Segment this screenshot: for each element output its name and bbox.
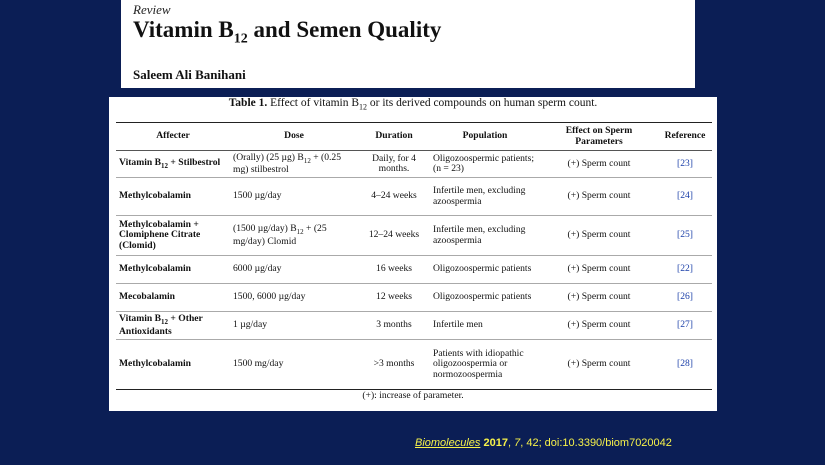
cell-population: Oligozoospermic patients; (n = 23) xyxy=(430,151,540,178)
cell-effect: (+) Sperm count xyxy=(540,178,658,216)
cell-population: Oligozoospermic patients xyxy=(430,256,540,284)
cell-duration: >3 months xyxy=(358,340,430,390)
article-type-label: Review xyxy=(133,2,171,17)
cell-affecter: Vitamin $B_{12}$ + Other Antioxidants xyxy=(116,312,230,340)
article-author: Saleem Ali Banihani xyxy=(133,67,246,82)
table-row xyxy=(116,216,712,256)
cell-duration: 3 months xyxy=(358,312,430,340)
cell-affecter: Methylcobalamin xyxy=(116,340,230,390)
cell-effect: (+) Sperm count xyxy=(540,151,658,178)
cell-dose: (1500 µg/day) $B_{12} + (25$ mg/day) Clomid xyxy=(230,216,358,256)
cell-population: Infertile men xyxy=(430,312,540,340)
cell-effect: (+) Sperm count xyxy=(540,312,658,340)
article-title: Vitamin $B_{12}$ and Semen Quality xyxy=(133,17,442,47)
cell-affecter: Methylcobalamin xyxy=(116,256,230,284)
reference-link[interactable]: [23] xyxy=(658,151,712,178)
cell-duration: 16 weeks xyxy=(358,256,430,284)
cell-effect: (+) Sperm count xyxy=(540,340,658,390)
reference-link[interactable]: [26] xyxy=(658,284,712,312)
cell-population: Oligozoospermic patients xyxy=(430,284,540,312)
cell-dose: 1500, 6000 µg/day xyxy=(230,284,358,312)
col-header-duration: Duration xyxy=(358,123,430,151)
cell-effect: (+) Sperm count xyxy=(540,284,658,312)
cell-affecter: Vitamin $B_{12}$ + Stilbestrol xyxy=(116,151,230,178)
journal-link[interactable]: Biomolecules xyxy=(415,437,481,449)
table-footnote: (+): increase of parameter. xyxy=(362,390,464,401)
table-row xyxy=(116,256,712,284)
cell-dose: 1500 mg/day xyxy=(230,340,358,390)
table-row xyxy=(116,340,712,390)
cell-dose: 6000 µg/day xyxy=(230,256,358,284)
cell-duration: 12 weeks xyxy=(358,284,430,312)
reference-link[interactable]: [24] xyxy=(658,178,712,216)
reference-link[interactable]: [25] xyxy=(658,216,712,256)
table-header-row xyxy=(116,123,712,151)
cell-affecter: Methylcobalamin + Clomiphene Citrate (Clomid) xyxy=(116,216,230,256)
reference-link[interactable]: [27] xyxy=(658,312,712,340)
col-header-population: Population xyxy=(430,123,540,151)
cell-dose: (Orally) (25 µg) $B_{12} + (0.25$ mg) stilbestrol xyxy=(230,151,358,178)
cell-dose: 1 µg/day xyxy=(230,312,358,340)
cell-duration: 4–24 weeks xyxy=(358,178,430,216)
cell-duration: 12–24 weeks xyxy=(358,216,430,256)
reference-link[interactable]: [28] xyxy=(658,340,712,390)
reference-link[interactable]: [22] xyxy=(658,256,712,284)
citation: Biomolecules 2017, 7, 42; doi:10.3390/biom7020042 xyxy=(415,437,672,449)
col-header-affecter: Affecter xyxy=(116,123,230,151)
col-header-effect: Effect on Sperm Parameters xyxy=(540,123,658,151)
table-caption: Table 1. Effect of vitamin $B_{12}$ or its derived compounds on human sperm count. xyxy=(228,97,598,112)
cell-dose: 1500 µg/day xyxy=(230,178,358,216)
cell-affecter: Methylcobalamin xyxy=(116,178,230,216)
cell-population: Infertile men, excluding azoospermia xyxy=(430,216,540,256)
table-panel xyxy=(109,97,717,411)
cell-population: Infertile men, excluding azoospermia xyxy=(430,178,540,216)
table-row xyxy=(116,312,712,340)
table-row xyxy=(116,151,712,178)
cell-effect: (+) Sperm count xyxy=(540,216,658,256)
col-header-dose: Dose xyxy=(230,123,358,151)
cell-population: Patients with idiopathic oligozoospermia or normozoospermia xyxy=(430,340,540,390)
cell-affecter: Mecobalamin xyxy=(116,284,230,312)
cell-duration: Daily, for 4 months. xyxy=(358,151,430,178)
table-row xyxy=(116,284,712,312)
cell-effect: (+) Sperm count xyxy=(540,256,658,284)
table-row xyxy=(116,178,712,216)
col-header-reference: Reference xyxy=(658,123,712,151)
article-header xyxy=(121,0,695,88)
effects-table xyxy=(116,122,712,390)
